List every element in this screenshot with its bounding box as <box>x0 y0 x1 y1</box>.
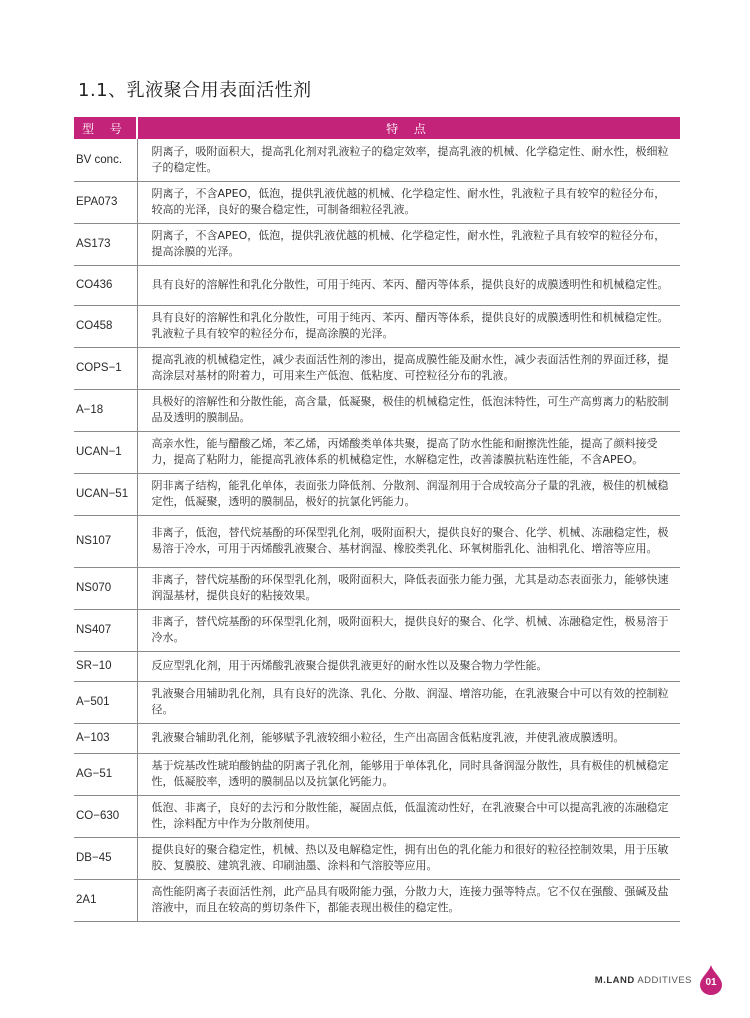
feature-cell: 反应型乳化剂，用于丙烯酸乳液聚合提供乳液更好的耐水性以及聚合物力学性能。 <box>137 651 680 681</box>
table-row <box>74 879 680 921</box>
feature-cell: 具极好的溶解性和分散性能，高含量，低凝聚，极佳的机械稳定性，低泡沫特性，可生产高剪离力的粘胶制品及透明的膜制品。 <box>137 389 680 431</box>
feature-cell: 非离子，替代烷基酚的环保型乳化剂，吸附面积大，提供良好的聚合、化学、机械、冻融稳定性，极易溶于冷水。 <box>137 609 680 651</box>
feature-cell: 具有良好的溶解性和乳化分散性，可用于纯丙、苯丙、醋丙等体系，提供良好的成膜透明性和机械稳定性。 <box>137 265 680 305</box>
model-cell: NS407 <box>74 609 137 651</box>
feature-cell: 非离子，低泡，替代烷基酚的环保型乳化剂，吸附面积大，提供良好的聚合、化学、机械、冻融稳定性，极易溶于冷水，可用于丙烯酸乳液聚合、基材润湿、橡胶类乳化、环氧树脂乳化、油相乳化、增溶等应用。 <box>137 515 680 567</box>
feature-cell: 乳液聚合辅助乳化剂，能够赋予乳液较细小粒径，生产出高固含低粘度乳液，并使乳液成膜透明。 <box>137 723 680 753</box>
model-cell: NS107 <box>74 515 137 567</box>
feature-cell: 提供良好的聚合稳定性，机械、热以及电解稳定性，拥有出色的乳化能力和很好的粒径控制效果，用于压敏胶、复膜胶、建筑乳液、印刷油墨、涂料和气溶胶等应用。 <box>137 837 680 879</box>
table-row <box>74 347 680 389</box>
model-cell: SR−10 <box>74 651 137 681</box>
table-row <box>74 567 680 609</box>
table-row <box>74 723 680 753</box>
table-row <box>74 609 680 651</box>
table-row <box>74 651 680 681</box>
table-row <box>74 431 680 473</box>
brand-name: M.LAND <box>594 974 635 986</box>
table-row <box>74 181 680 223</box>
page-number: 01 <box>705 977 717 988</box>
model-cell: UCAN−51 <box>74 473 137 515</box>
page-number-badge <box>700 965 722 995</box>
table-row <box>74 305 680 347</box>
header-model: 型 号 <box>74 117 137 139</box>
table-row <box>74 837 680 879</box>
model-cell: 2A1 <box>74 879 137 921</box>
feature-cell: 阴非离子结构，能乳化单体，表面张力降低剂、分散剂、润湿剂用于合成较高分子量的乳液，极佳的机械稳定性，低凝聚，透明的膜制品，极好的抗氯化钙能力。 <box>137 473 680 515</box>
feature-cell: 提高乳液的机械稳定性，减少表面活性剂的渗出，提高成膜性能及耐水性，减少表面活性剂的界面迁移，提高涂层对基材的附着力，可用来生产低泡、低粘度、可控粒径分布的乳液。 <box>137 347 680 389</box>
feature-cell: 阴离子，不含APEO，低泡，提供乳液优越的机械、化学稳定性，耐水性，乳液粒子具有较窄的粒径分布，提高涂膜的光泽。 <box>137 223 680 265</box>
feature-cell: 高亲水性，能与醋酸乙烯，苯乙烯，丙烯酸类单体共聚，提高了防水性能和耐擦洗性能，提高了颜料接受力，提高了粘附力，能提高乳液体系的机械稳定性，水解稳定性，改善漆膜抗粘连性能，不含APEO。 <box>137 431 680 473</box>
table-row <box>74 265 680 305</box>
table-header-row <box>74 117 680 139</box>
table-row <box>74 753 680 795</box>
table-row <box>74 223 680 265</box>
table-row <box>74 681 680 723</box>
table-row <box>74 139 680 181</box>
section-title: 1.1、乳液聚合用表面活性剂 <box>78 80 312 101</box>
model-cell: A−501 <box>74 681 137 723</box>
model-cell: A−103 <box>74 723 137 753</box>
model-cell: NS070 <box>74 567 137 609</box>
model-cell: COPS−1 <box>74 347 137 389</box>
table-body <box>74 139 680 921</box>
feature-cell: 基于烷基改性琥珀酸钠盐的阴离子乳化剂，能够用于单体乳化，同时具备润湿分散性，具有极佳的机械稳定性，低凝胶率，透明的膜制品以及抗氯化钙能力。 <box>137 753 680 795</box>
page-footer <box>595 965 722 995</box>
feature-cell: 乳液聚合用辅助乳化剂，具有良好的洗涤、乳化、分散、润湿、增溶功能，在乳液聚合中可以有效的控制粒径。 <box>137 681 680 723</box>
brand-suffix: ADDITIVES <box>634 974 692 986</box>
brand-logo <box>595 975 692 986</box>
model-cell: CO−630 <box>74 795 137 837</box>
table-row <box>74 473 680 515</box>
table-row <box>74 515 680 567</box>
model-cell: A−18 <box>74 389 137 431</box>
table-row <box>74 389 680 431</box>
model-cell: CO436 <box>74 265 137 305</box>
feature-cell: 低泡、非离子，良好的去污和分散性能，凝固点低，低温流动性好，在乳液聚合中可以提高乳液的冻融稳定性，涂料配方中作为分散剂使用。 <box>137 795 680 837</box>
feature-cell: 阴离子，吸附面积大，提高乳化剂对乳液粒子的稳定效率，提高乳液的机械、化学稳定性、耐水性，极细粒子的稳定性。 <box>137 139 680 181</box>
surfactant-table <box>74 117 680 922</box>
header-features: 特 点 <box>137 117 680 139</box>
feature-cell: 高性能阴离子表面活性剂，此产品具有吸附能力强，分散力大，连接力强等特点。它不仅在强酸、强碱及盐溶液中，而且在较高的剪切条件下，都能表现出极佳的稳定性。 <box>137 879 680 921</box>
model-cell: CO458 <box>74 305 137 347</box>
model-cell: AS173 <box>74 223 137 265</box>
feature-cell: 阴离子，不含APEO，低泡，提供乳液优越的机械、化学稳定性、耐水性，乳液粒子具有较窄的粒径分布，较高的光泽，良好的聚合稳定性，可制备细粒径乳液。 <box>137 181 680 223</box>
model-cell: DB−45 <box>74 837 137 879</box>
model-cell: UCAN−1 <box>74 431 137 473</box>
model-cell: BV conc. <box>74 139 137 181</box>
feature-cell: 具有良好的溶解性和乳化分散性，可用于纯丙、苯丙、醋丙等体系，提供良好的成膜透明性和机械稳定性。乳液粒子具有较窄的粒径分布，提高涂膜的光泽。 <box>137 305 680 347</box>
table-row <box>74 795 680 837</box>
model-cell: EPA073 <box>74 181 137 223</box>
feature-cell: 非离子，替代烷基酚的环保型乳化剂，吸附面积大，降低表面张力能力强，尤其是动态表面张力，能够快速润湿基材，提供良好的粘接效果。 <box>137 567 680 609</box>
model-cell: AG−51 <box>74 753 137 795</box>
